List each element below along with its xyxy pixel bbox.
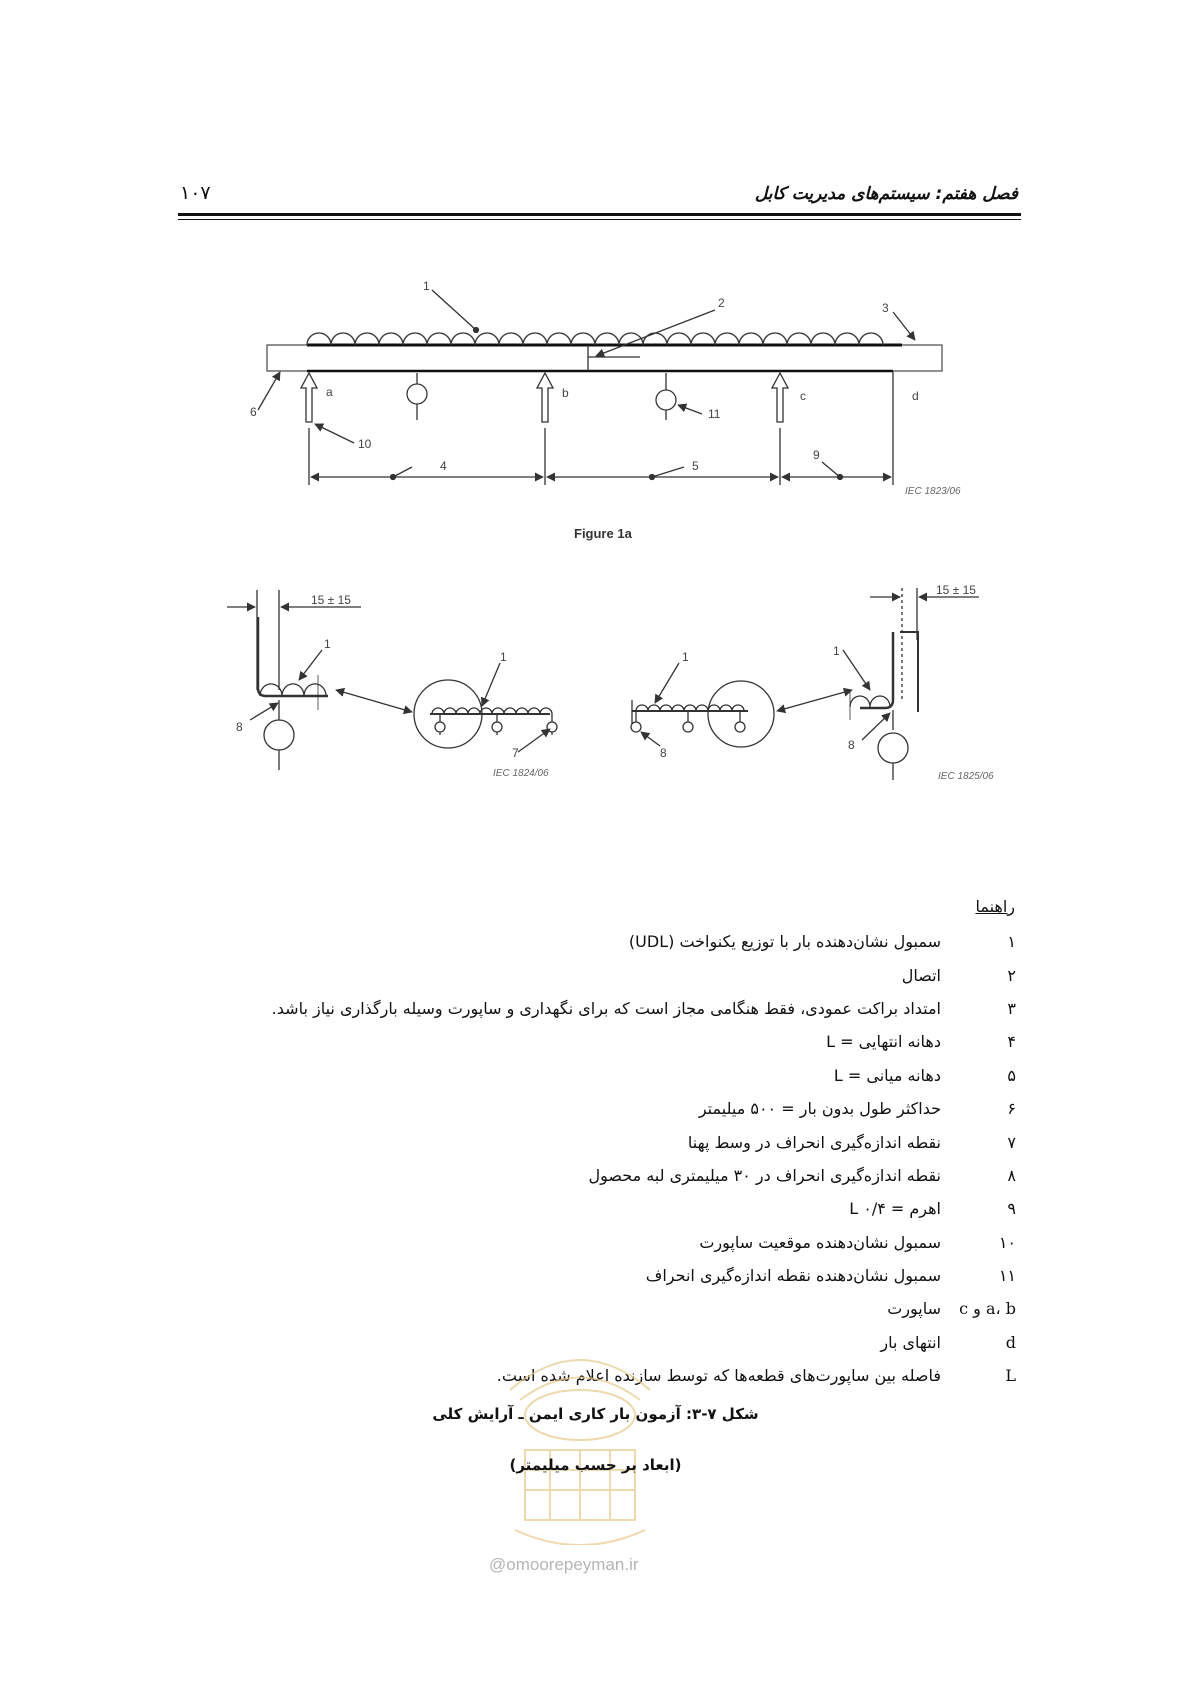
label-d: d	[912, 389, 919, 403]
label-11: 11	[708, 407, 721, 421]
legend-item	[256, 958, 1016, 991]
legend-key: ۷	[1007, 1132, 1016, 1152]
figure-1a-caption: Figure 1a	[574, 526, 632, 541]
label-c: c	[800, 389, 806, 403]
legend-key: ۴	[1007, 1032, 1016, 1052]
label-a: a	[326, 385, 333, 399]
legend-item	[256, 1226, 1016, 1259]
legend-item	[256, 992, 1016, 1025]
label-8: 8	[660, 746, 667, 760]
deflection-measure-icon	[407, 373, 427, 420]
legend-title: راهنما	[975, 897, 1015, 916]
legend-key: ۱۰	[998, 1232, 1016, 1252]
watermark-site: @omoorepeyman.ir	[489, 1555, 639, 1574]
figure-caption: شکل ۷-۳: آزمون بار کاری ایمن ـ آرایش کلی	[432, 1405, 759, 1423]
label-4: 4	[440, 459, 447, 473]
legend-item	[256, 1059, 1016, 1092]
label-1: 1	[833, 644, 840, 658]
label-1: 1	[500, 650, 507, 664]
legend-list	[256, 925, 1016, 1392]
legend-text: امتداد براکت عمودی، فقط هنگامی مجاز است که برای نگهداری و ساپورت وسیله بارگذاری نیاز باشد.	[271, 998, 941, 1018]
label-3: 3	[882, 301, 889, 315]
label-9: 9	[813, 448, 820, 462]
label-8: 8	[236, 720, 243, 734]
label-5: 5	[692, 459, 699, 473]
label-1: 1	[423, 279, 430, 293]
legend-key: d	[1005, 1332, 1016, 1352]
dim-left: 15 ± 15	[311, 593, 351, 607]
legend-text: ساپورت	[887, 1299, 941, 1319]
legend-key: L	[1005, 1366, 1016, 1386]
figure-1b	[227, 588, 979, 780]
legend-item	[256, 1259, 1016, 1292]
support-a-icon	[301, 373, 317, 422]
label-2: 2	[718, 296, 725, 310]
legend-key: ۹	[1007, 1199, 1016, 1219]
iec-ref-1a: IEC 1823/06	[905, 486, 961, 497]
watermark-logo-icon	[490, 1330, 670, 1545]
legend-key: ۸	[1007, 1165, 1016, 1185]
iec-ref-left: IEC 1824/06	[493, 768, 549, 779]
figure-caption-units: (ابعاد بر حسب میلیمتر)	[509, 1456, 682, 1474]
legend-text: سمبول نشان‌دهنده موقعیت ساپورت	[699, 1232, 941, 1252]
legend-item	[256, 1292, 1016, 1325]
legend-text: نقطه اندازه‌گیری انحراف در وسط پهنا	[687, 1132, 941, 1152]
chapter-title: فصل هفتم: سیستم‌های مدیریت کابل	[754, 184, 1018, 204]
legend-text: اتصال	[901, 965, 941, 985]
legend-key: ۱	[1007, 932, 1016, 952]
legend-item	[256, 925, 1016, 958]
legend-text: سمبول نشان‌دهنده بار با توزیع یکنواخت (UDL)	[628, 932, 941, 952]
deflection-measure-icon	[656, 373, 676, 420]
figure-diagrams	[0, 0, 1191, 800]
page-number: ۱۰۷	[180, 182, 211, 204]
figure-1b-labels	[236, 583, 994, 782]
legend-text: نقطه اندازه‌گیری انحراف در ۳۰ میلیمتری لبه محصول	[588, 1165, 941, 1185]
figure-1a	[258, 290, 942, 485]
legend-item	[256, 1192, 1016, 1225]
legend-key: ۱۱	[998, 1266, 1016, 1286]
label-7: 7	[512, 746, 519, 760]
legend-item	[256, 1159, 1016, 1192]
support-c-icon	[772, 373, 788, 422]
label-1: 1	[324, 637, 331, 651]
legend-item	[256, 1125, 1016, 1158]
legend-text: حداکثر طول بدون بار = ۵۰۰ میلیمتر	[698, 1099, 941, 1119]
legend-key: ۶	[1007, 1099, 1016, 1119]
support-b-icon	[537, 373, 553, 422]
legend-text: دهانه میانی = L	[833, 1065, 941, 1085]
label-6: 6	[250, 405, 257, 419]
legend-key: ۵	[1007, 1065, 1016, 1085]
iec-ref-right: IEC 1825/06	[938, 771, 994, 782]
dim-right: 15 ± 15	[936, 583, 976, 597]
label-b: b	[562, 386, 569, 400]
legend-key: ۲	[1007, 965, 1016, 985]
legend-text: انتهای بار	[880, 1332, 941, 1352]
legend-key: ۳	[1007, 998, 1016, 1018]
legend-text: سمبول نشان‌دهنده نقطه اندازه‌گیری انحراف	[645, 1266, 941, 1286]
legend-key: a، b و c	[959, 1299, 1016, 1319]
figure-1a-labels	[250, 279, 961, 541]
label-1: 1	[682, 650, 689, 664]
legend-text: فاصله بین ساپورت‌های قطعه‌ها که توسط سازنده اعلام شده است.	[496, 1366, 941, 1386]
legend-item	[256, 1025, 1016, 1058]
legend-text: اهرم = L ۰/۴	[849, 1199, 941, 1219]
legend-text: دهانه انتهایی = L	[826, 1032, 941, 1052]
legend-item	[256, 1092, 1016, 1125]
label-8: 8	[848, 738, 855, 752]
label-10: 10	[358, 437, 372, 451]
